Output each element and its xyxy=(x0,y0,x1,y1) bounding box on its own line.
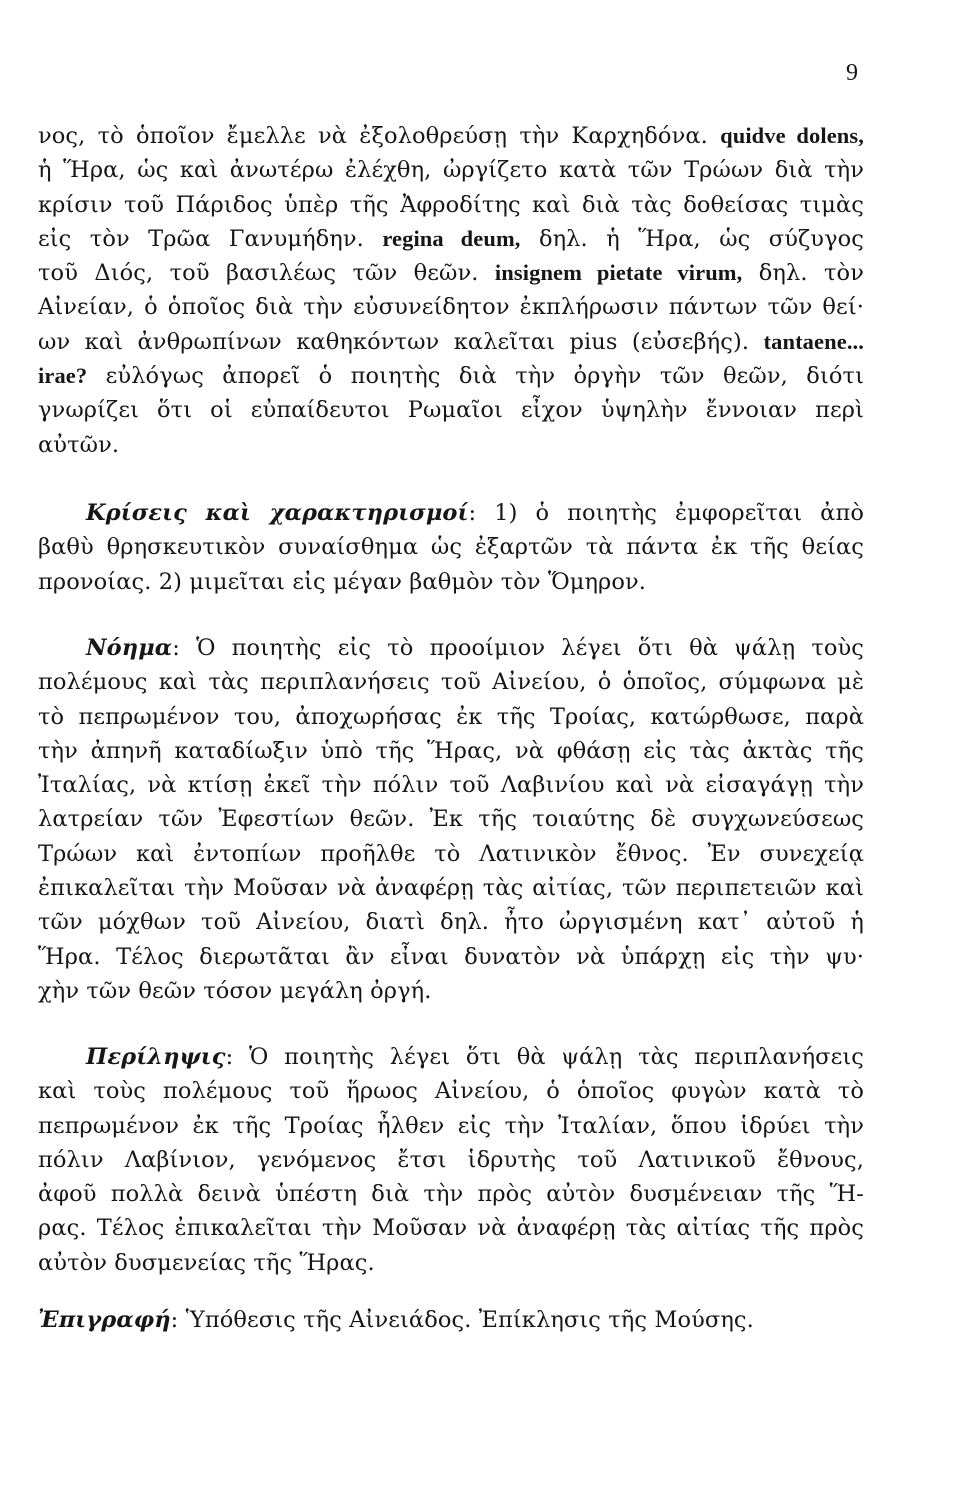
text-line: ἡ Ἥρα, ὡς καὶ ἀνωτέρω ἐλέχθη, ὠργίζετο κατὰ τῶν Τρώων διὰ τὴν xyxy=(38,157,864,184)
text-line: κρίσιν τοῦ Πάριδος ὑπὲρ τῆς Ἀφροδίτης καὶ διὰ τὰς δοθείσας τιμὰς xyxy=(38,191,864,218)
section-heading: Κρίσεις καὶ χαρακτηρισμοί xyxy=(86,500,469,526)
section-heading: Περίληψις xyxy=(86,1044,226,1070)
text-line: λατρείαν τῶν Ἐφεστίων θεῶν. Ἐκ τῆς τοιαύτης δὲ συγχωνεύσεως xyxy=(38,806,864,833)
text-line: πολέμους καὶ τὰς περιπλανήσεις τοῦ Αἰνείου, ὁ ὁποῖος, σύμφωνα μὲ xyxy=(38,669,864,696)
text-line: irae? εὐλόγως ἀπορεῖ ὁ ποιητὴς διὰ τὴν ὀργὴν τῶν θεῶν, διότι xyxy=(38,363,864,390)
text-line: νος, τὸ ὁποῖον ἔμελλε νὰ ἐξολοθρεύσῃ τὴν Καρχηδόνα. quidve dolens, xyxy=(38,123,864,149)
text-line: Ἰταλίας, νὰ κτίσῃ ἐκεῖ τὴν πόλιν τοῦ Λαβινίου καὶ νὰ εἰσαγάγῃ τὴν xyxy=(38,772,864,799)
text-line: εἰς τὸν Τρῶα Γανυμήδην. regina deum, δηλ. ἡ Ἥρα, ὡς σύζυγος xyxy=(38,225,864,252)
text-line: τοῦ Διός, τοῦ βασιλέως τῶν θεῶν. insignem pietate virum, δηλ. τὸν xyxy=(38,260,864,287)
latin-phrase: regina deum, xyxy=(382,225,521,251)
text-line: ἀφοῦ πολλὰ δεινὰ ὑπέστη διὰ τὴν πρὸς αὐτὸν δυσμένειαν τῆς Ἥ- xyxy=(38,1181,864,1208)
text-line xyxy=(38,496,864,530)
text-line xyxy=(38,1303,864,1337)
text-line: προνοίας. 2) μιμεῖται εἰς μέγαν βαθμὸν τὸν Ὅμηρον. xyxy=(38,568,647,595)
text-line: χὴν τῶν θεῶν τόσον μεγάλη ὀργή. xyxy=(38,977,432,1004)
latin-phrase: insignem pietate virum, xyxy=(494,260,743,286)
paragraph-title xyxy=(38,1303,864,1337)
text-line xyxy=(38,1040,864,1074)
text-line: αὐτῶν. xyxy=(38,431,120,458)
text-line: ρας. Τέλος ἐπικαλεῖται τὴν Μοῦσαν νὰ ἀναφέρῃ τὰς αἰτίας τῆς πρὸς xyxy=(38,1215,864,1242)
text-fragment: : Ὑπόθεσις τῆς Αἰνειάδος. Ἐπίκλησις τῆς Μούσης. xyxy=(170,1307,754,1333)
text-fragment: : Ὁ ποιητὴς εἰς τὸ προοίμιον λέγει ὅτι θὰ ψάλῃ τοὺς xyxy=(172,635,864,661)
text-line: τῶν μόχθων τοῦ Αἰνείου, διατὶ δηλ. ἦτο ὠργισμένη κατ᾿ αὐτοῦ ἡ xyxy=(38,909,864,936)
paragraph-criticism xyxy=(38,496,864,599)
text-line: καὶ τοὺς πολέμους τοῦ ἥρωος Αἰνείου, ὁ ὁποῖος φυγὼν κατὰ τὸ xyxy=(38,1078,864,1105)
paragraph-meaning xyxy=(38,631,864,1008)
latin-phrase: irae? xyxy=(38,363,88,389)
text-line: πόλιν Λαβίνιον, γενόμενος ἔτσι ἱδρυτὴς τοῦ Λατινικοῦ ἔθνους, xyxy=(38,1146,864,1173)
latin-phrase: quidve dolens, xyxy=(720,123,864,148)
text-line: ων καὶ ἀνθρωπίνων καθηκόντων καλεῖται pius (εὐσεβής). tantaene... xyxy=(38,328,864,355)
text-line: γνωρίζει ὅτι οἱ εὐπαίδευτοι Ρωμαῖοι εἶχον ὑψηλὴν ἔννοιαν περὶ xyxy=(38,397,864,424)
text-line: Τρώων καὶ ἐντοπίων προῆλθε τὸ Λατινικὸν ἔθνος. Ἐν συνεχείᾳ xyxy=(38,840,864,867)
text-line: τὴν ἀπηνῆ καταδίωξιν ὑπὸ τῆς Ἥρας, νὰ φθάσῃ εἰς τὰς ἀκτὰς τῆς xyxy=(38,737,864,764)
text-line: βαθὺ θρησκευτικὸν συναίσθημα ὡς ἐξαρτῶν τὰ πάντα ἐκ τῆς θείας xyxy=(38,534,864,561)
text-line: πεπρωμένον ἐκ τῆς Τροίας ἦλθεν εἰς τὴν Ἰταλίαν, ὅπου ἱδρύει τὴν xyxy=(38,1112,864,1139)
page-number: 9 xyxy=(846,60,858,86)
text-line: αὐτὸν δυσμενείας τῆς Ἥρας. xyxy=(38,1249,375,1276)
paragraph-summary xyxy=(38,1040,864,1280)
text-fragment: : Ὁ ποιητὴς λέγει ὅτι θὰ ψάλῃ τὰς περιπλανήσεις xyxy=(225,1044,864,1070)
text-line: Ἥρα. Τέλος διερωτᾶται ἂν εἶναι δυνατὸν νὰ ὑπάρχῃ εἰς τὴν ψυ· xyxy=(38,943,864,970)
text-line: Αἰνείαν, ὁ ὁποῖος διὰ τὴν εὐσυνείδητον ἐκπλήρωσιν πάντων τῶν θεί· xyxy=(38,294,864,321)
section-heading: Ἐπιγραφή xyxy=(38,1307,171,1333)
text-line: ἐπικαλεῖται τὴν Μοῦσαν νὰ ἀναφέρῃ τὰς αἰτίας, τῶν περιπετειῶν καὶ xyxy=(38,875,864,902)
section-heading: Νόημα xyxy=(86,635,173,661)
text-line: τὸ πεπρωμένον του, ἀποχωρήσας ἐκ τῆς Τροίας, κατώρθωσε, παρὰ xyxy=(38,703,864,730)
text-fragment: : 1) ὁ ποιητὴς ἐμφορεῖται ἀπὸ xyxy=(468,500,864,526)
text-line xyxy=(38,631,864,665)
paragraph-commentary xyxy=(38,119,864,462)
latin-phrase: tantaene... xyxy=(763,328,864,354)
